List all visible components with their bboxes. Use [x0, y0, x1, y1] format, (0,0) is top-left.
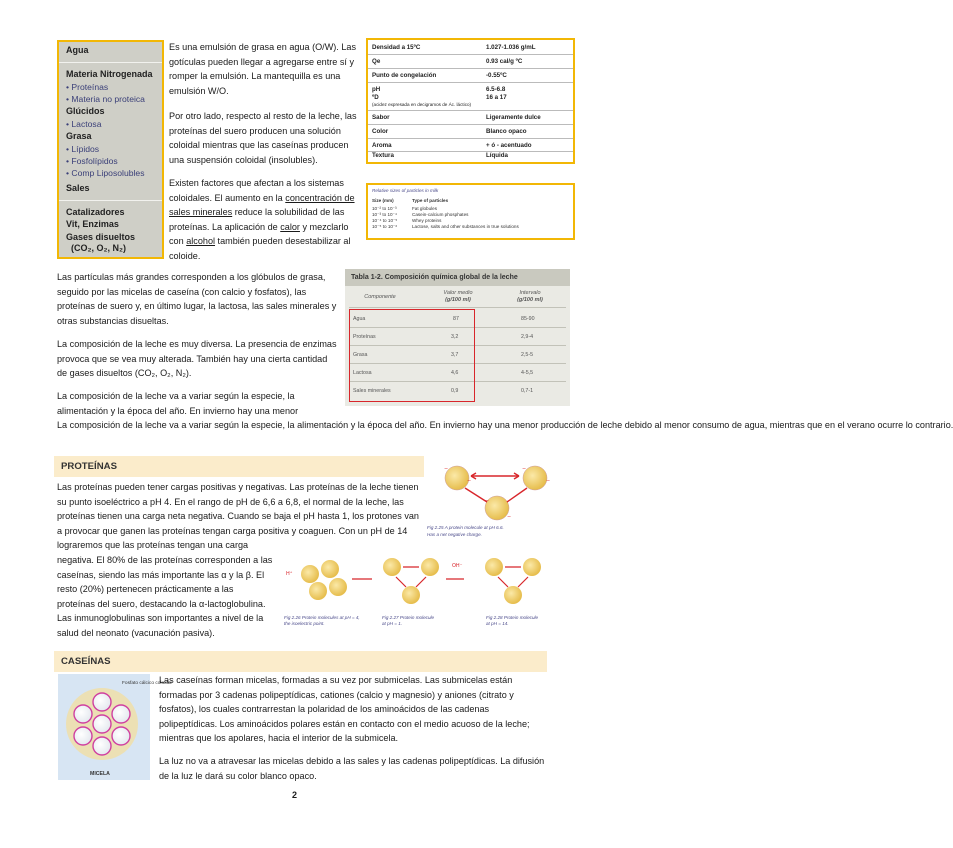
table12-col3: Intervalo [519, 290, 541, 296]
table12-title: Tabla 1-2. Composición química global de la leche [345, 269, 570, 286]
prop-value: + ó - acentuado [486, 142, 532, 149]
fig226-molecules [301, 560, 347, 600]
comp-fosfolipidos: • Fosfolípidos [66, 156, 118, 166]
prop-name: Qe [372, 58, 381, 65]
oh-minus-label: OH⁻ [452, 563, 463, 569]
comp-lactosa: • Lactosa [66, 119, 102, 129]
section-heading-proteinas: PROTEÍNAS [54, 456, 424, 477]
particle-sizes-table [366, 183, 575, 240]
intro-paragraph-2: Por otro lado, respecto al resto de la leche, las proteínas del suero producen una solución coloidal mientras que las caseínas producen una suspensión coloidal (insolubles). [169, 111, 357, 165]
table12-value: 3,2 [451, 334, 459, 340]
table12-component: Agua [353, 316, 366, 322]
protein-molecules-illustration [427, 456, 567, 541]
table12-value: 4,6 [451, 370, 459, 376]
prop-value: Líquida [486, 152, 508, 159]
comp-vit-enzimas: Vit, Enzimas [66, 219, 119, 229]
fig228-caption-2: at pH = 14. [486, 621, 509, 626]
prop-value: 6.5-6.8 [486, 86, 506, 93]
svg-text:−: − [522, 466, 527, 472]
prop-value: Ligeramente dulce [486, 114, 541, 121]
page-number: 2 [292, 790, 298, 800]
intro-paragraph-6-line1: La composición de la leche va a variar según la especie, la alimentación y la época del año. En invierno hay una menor [57, 391, 299, 416]
sizes-title: Relative sizes of particles in milk [372, 188, 439, 193]
micela-illustration [58, 674, 172, 780]
comp-grasa: Grasa [66, 131, 92, 141]
figure-protein-ph-series [280, 549, 569, 634]
sizes-type: Whey proteins [412, 218, 442, 223]
sizes-type: Lactose, salts and other substances in true solutions [412, 224, 519, 229]
svg-text:−: − [485, 498, 490, 504]
comp-lipidos: • Lípidos [66, 144, 100, 154]
comp-agua: Agua [66, 45, 89, 55]
prop-value: 0.93 cal/g ºC [486, 58, 523, 65]
table12-col3-unit: (g/100 ml) [517, 297, 543, 303]
table12-col1: Componente [364, 294, 396, 300]
table12-interval: 85-90 [521, 316, 535, 322]
protein-ph-illustrations [280, 549, 569, 634]
micela-label: MICELA [90, 771, 110, 777]
svg-text:−: − [507, 514, 512, 520]
table12-component: Grasa [353, 352, 368, 358]
intro-paragraph-3: Existen factores que afectan a los sistemas coloidales. El aumento en la concentración de sales minerales reduce la solubilidad de las proteínas. La aplicación de calor y mezclarlo con alcohol también pueden desestabilizar al coloide. [169, 178, 355, 261]
comp-materia-no-proteica: • Materia no proteica [66, 94, 145, 104]
table12-value: 0,9 [451, 388, 459, 394]
fosfato-label: Fosfato cálcico coloidal [122, 681, 172, 686]
h-plus-label: H⁺ [286, 571, 293, 577]
prop-value: 1.027-1.036 g/mL [486, 44, 536, 51]
table12-component: Lactosa [353, 370, 372, 376]
prop-name: Densidad a 15ºC [372, 44, 421, 51]
table12-value: 87 [453, 316, 459, 322]
prop-name: pH [372, 86, 381, 93]
fig228-molecules [485, 558, 541, 604]
caseinas-paragraph-1: Las caseínas forman micelas, formadas a su vez por submicelas. Las submicelas están formadas por 3 cadenas polipeptídicas, cationes (calcio y magnesio) y aniones (citrato y fosfatos), los cuales contrarrestan la polaridad de los aminoácidos de las cadenas polipeptídicas. Los aminoácidos polares están en contacto con el medio acuoso de la leche; mientras que los apolares, hacia el interior de la submicela. [159, 675, 530, 744]
prop-value: -0.55ºC [486, 72, 507, 79]
fig226-caption-2: the isoelectric point. [284, 621, 325, 626]
table12-interval: 4-5,5 [521, 370, 534, 376]
intro-paragraph-4: Las partículas más grandes corresponden a los glóbulos de grasa, seguido por las micelas de caseína (con calcio y fosfatos), las proteínas de suero y, en último lugar, la lactosa, las sales minerales y otras substancias disueltas. [57, 272, 337, 326]
section-heading-caseinas: CASEÍNAS [54, 651, 547, 672]
intro-paragraph-6: La composición de la leche va a variar según la especie, la alimentación y la época del año. En invierno hay una menor producción de leche debido al menor consumo de agua, mientras que en el verano ocurre lo contrario. [57, 420, 953, 430]
prop-name: Aroma [372, 142, 392, 149]
proteinas-paragraph: Las proteínas pueden tener cargas positivas y negativas. Las proteínas de la leche tienen su punto isoeléctrico a pH 4. En el rango de pH de 6,6 a 6,8, el normal de la leche, las proteínas tienen una carga neta negativa. Cuando se baja el pH hasta 1, los protones van a provocar que ganen las proteínas tengan carga positiva y coaguen. Con un pH de 14 lograremos que las proteínas tengan una carga negativa. El 80% de las proteínas corresponden a las caseínas, siendo las más importante las α y la β. El resto (20%) pertenecen prácticamente a las proteínas del suero, destacando la α-lactoglobulina. Las inmunoglobulinas son importantes a nivel de la salud del neonato (vacunación pasiva). [57, 482, 419, 638]
sizes-size: 10⁻⁵ to 10⁻⁶ [372, 224, 398, 229]
table12-col2-unit: (g/100 ml) [445, 297, 471, 303]
sizes-size: 10⁻³ to 10⁻⁴ [372, 212, 397, 217]
comp-proteinas: • Proteínas [66, 82, 109, 92]
comp-materia-nitrogenada: Materia Nitrogenada [66, 69, 153, 79]
prop-name: Sabor [372, 114, 390, 121]
svg-text:−: − [467, 478, 472, 484]
table12-value: 3,7 [451, 352, 459, 358]
intro-paragraph-1: Es una emulsión de grasa en agua (O/W). Las gotículas pueden llegar a agregarse entre sí y romper la emulsión. La mantequilla es una emulsión W/O. [169, 42, 357, 96]
comp-sales: Sales [66, 183, 90, 193]
sizes-col2: Type of particles [412, 198, 449, 203]
table12-col2: Valor medio [443, 290, 473, 296]
prop-value: Blanco opaco [486, 128, 527, 135]
fig227-molecules [383, 558, 439, 604]
prop-name: ºD [372, 94, 379, 101]
sizes-type: Casein-calcium phosphates [412, 212, 469, 217]
table12-interval: 2,9-4 [521, 334, 534, 340]
svg-text:−: − [546, 478, 551, 484]
figure-protein-ph66 [427, 456, 567, 541]
prop-name: Textura [372, 152, 394, 159]
fig228-caption: Fig 2.28 Protein molecule [486, 615, 539, 620]
comp-glucidos: Glúcidos [66, 106, 105, 116]
sizes-size: 10⁻⁴ to 10⁻⁵ [372, 218, 398, 223]
table12-interval: 0,7-1 [521, 388, 534, 394]
milk-composition-box [57, 40, 164, 259]
sizes-type: Fat globules [412, 206, 438, 211]
fig225-caption-2: Has a net negative charge. [427, 532, 482, 537]
table12-interval: 2,5-5 [521, 352, 534, 358]
svg-text:−: − [444, 466, 449, 472]
comp-liposolubles: • Comp Liposolubles [66, 168, 145, 178]
prop-name: Color [372, 128, 389, 135]
fig227-caption: Fig 2.27 Protein molecule [382, 615, 435, 620]
comp-gases-formula: (CO₂, O₂, N₂) [71, 243, 126, 253]
table12-component: Proteínas [353, 334, 376, 340]
sizes-col1: Size (mm) [372, 198, 394, 203]
comp-catalizadores: Catalizadores [66, 207, 125, 217]
table12-component: Sales minerales [353, 388, 391, 394]
fig225-caption: Fig 2.25 A protein molecule at pH 6.6. [427, 525, 504, 530]
comp-gases: Gases disueltos [66, 232, 136, 242]
fig227-caption-2: at pH = 1. [382, 621, 403, 626]
prop-note: (acidez expresada en decigramos de Ác. láctico) [372, 102, 472, 107]
intro-paragraph-5: La composición de la leche es muy diversa. La presencia de enzimas provoca que se vea muy alterada. También hay una cierta cantidad de gases disueltos (CO₂, O₂, N₂). [57, 339, 337, 379]
sizes-size: 10⁻² to 10⁻³ [372, 206, 397, 211]
highlight-box [349, 309, 475, 402]
fig226-caption: Fig 2.26 Protein molecules at pH = 4, [284, 615, 360, 620]
milk-properties-table [366, 38, 575, 164]
prop-value: 16 a 17 [486, 94, 507, 101]
caseinas-paragraph-2: La luz no va a atravesar las micelas debido a las sales y las cadenas polipeptídicas. La difusión de la luz le dará su color blanco opaco. [159, 756, 545, 781]
prop-name: Punto de congelación [372, 72, 437, 79]
